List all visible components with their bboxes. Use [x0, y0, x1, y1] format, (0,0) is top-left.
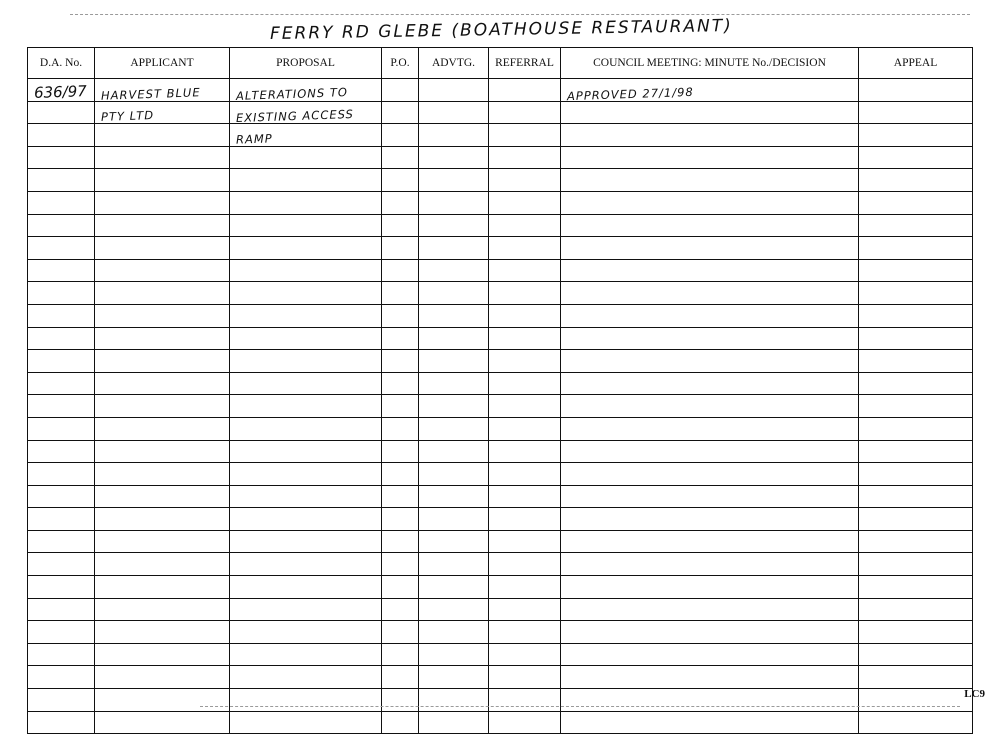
table-row	[28, 304, 973, 327]
cell-referral	[489, 282, 561, 305]
cell-po	[382, 350, 419, 373]
cell-da-no	[28, 304, 95, 327]
cell-referral	[489, 101, 561, 124]
table-row	[28, 666, 973, 689]
cell-advtg	[419, 530, 489, 553]
cell-referral	[489, 350, 561, 373]
cell-appeal	[859, 101, 973, 124]
cell-po	[382, 553, 419, 576]
cell-proposal	[230, 576, 382, 599]
header-referral: REFERRAL	[489, 48, 561, 79]
cell-advtg	[419, 598, 489, 621]
cell-referral	[489, 553, 561, 576]
cell-po	[382, 417, 419, 440]
cell-appeal	[859, 214, 973, 237]
cell-applicant	[95, 79, 230, 102]
register-body	[28, 79, 973, 734]
table-row	[28, 259, 973, 282]
cell-referral	[489, 689, 561, 712]
cell-da-no	[28, 643, 95, 666]
header-po: P.O.	[382, 48, 419, 79]
table-row	[28, 124, 973, 147]
cell-proposal	[230, 372, 382, 395]
cell-advtg	[419, 282, 489, 305]
cell-applicant	[95, 666, 230, 689]
cell-council	[561, 598, 859, 621]
cell-council	[561, 350, 859, 373]
cell-proposal	[230, 463, 382, 486]
cell-proposal	[230, 191, 382, 214]
cell-council	[561, 689, 859, 712]
cell-da-no	[28, 576, 95, 599]
cell-appeal	[859, 282, 973, 305]
cell-proposal	[230, 124, 382, 147]
cell-appeal	[859, 463, 973, 486]
cell-appeal	[859, 146, 973, 169]
cell-applicant	[95, 395, 230, 418]
cell-advtg	[419, 214, 489, 237]
cell-applicant	[95, 689, 230, 712]
cell-council	[561, 576, 859, 599]
cell-advtg	[419, 508, 489, 531]
cell-po	[382, 463, 419, 486]
cell-da-no	[28, 146, 95, 169]
cell-referral	[489, 463, 561, 486]
cell-applicant	[95, 124, 230, 147]
table-row	[28, 621, 973, 644]
cell-council	[561, 146, 859, 169]
cell-advtg	[419, 124, 489, 147]
table-row	[28, 530, 973, 553]
table-row	[28, 327, 973, 350]
cell-appeal	[859, 372, 973, 395]
handwritten-proposal: ALTERATIONS TO	[235, 84, 349, 103]
cell-applicant	[95, 598, 230, 621]
top-dashed-line	[70, 14, 970, 15]
header-council-meeting: COUNCIL MEETING: MINUTE No./DECISION	[561, 48, 859, 79]
table-row	[28, 553, 973, 576]
handwritten-council: APPROVED 27/1/98	[566, 84, 694, 103]
cell-da-no	[28, 508, 95, 531]
cell-da-no	[28, 689, 95, 712]
cell-applicant	[95, 621, 230, 644]
table-row	[28, 598, 973, 621]
cell-advtg	[419, 621, 489, 644]
cell-council	[561, 237, 859, 260]
cell-appeal	[859, 327, 973, 350]
cell-da-no	[28, 711, 95, 734]
cell-da-no	[28, 169, 95, 192]
cell-appeal	[859, 350, 973, 373]
cell-appeal	[859, 169, 973, 192]
cell-advtg	[419, 259, 489, 282]
table-row	[28, 711, 973, 734]
table-row	[28, 395, 973, 418]
cell-po	[382, 711, 419, 734]
cell-proposal	[230, 598, 382, 621]
cell-council	[561, 124, 859, 147]
cell-appeal	[859, 440, 973, 463]
cell-council	[561, 395, 859, 418]
handwritten-applicant: PTY LTD	[100, 108, 155, 125]
header-applicant: APPLICANT	[95, 48, 230, 79]
cell-da-no	[28, 101, 95, 124]
cell-council	[561, 214, 859, 237]
cell-advtg	[419, 79, 489, 102]
cell-advtg	[419, 372, 489, 395]
cell-proposal	[230, 553, 382, 576]
cell-po	[382, 666, 419, 689]
cell-referral	[489, 530, 561, 553]
handwritten-proposal: RAMP	[235, 131, 273, 147]
cell-appeal	[859, 576, 973, 599]
cell-proposal	[230, 485, 382, 508]
cell-referral	[489, 327, 561, 350]
cell-council	[561, 282, 859, 305]
header-da-no: D.A. No.	[28, 48, 95, 79]
cell-applicant	[95, 146, 230, 169]
cell-appeal	[859, 395, 973, 418]
cell-applicant	[95, 530, 230, 553]
cell-appeal	[859, 711, 973, 734]
cell-da-no	[28, 530, 95, 553]
table-row	[28, 282, 973, 305]
cell-referral	[489, 169, 561, 192]
cell-advtg	[419, 463, 489, 486]
cell-appeal	[859, 485, 973, 508]
cell-advtg	[419, 237, 489, 260]
table-row	[28, 440, 973, 463]
cell-referral	[489, 372, 561, 395]
cell-advtg	[419, 711, 489, 734]
cell-advtg	[419, 485, 489, 508]
cell-po	[382, 372, 419, 395]
table-row	[28, 169, 973, 192]
cell-po	[382, 395, 419, 418]
cell-applicant	[95, 463, 230, 486]
cell-referral	[489, 621, 561, 644]
cell-da-no	[28, 395, 95, 418]
cell-referral	[489, 304, 561, 327]
cell-council	[561, 666, 859, 689]
cell-applicant	[95, 553, 230, 576]
cell-proposal	[230, 643, 382, 666]
cell-da-no	[28, 621, 95, 644]
cell-council	[561, 643, 859, 666]
cell-da-no	[28, 463, 95, 486]
cell-proposal	[230, 101, 382, 124]
cell-da-no	[28, 598, 95, 621]
cell-advtg	[419, 553, 489, 576]
cell-da-no	[28, 327, 95, 350]
cell-referral	[489, 417, 561, 440]
cell-advtg	[419, 169, 489, 192]
cell-advtg	[419, 576, 489, 599]
cell-da-no	[28, 350, 95, 373]
cell-po	[382, 146, 419, 169]
table-row	[28, 146, 973, 169]
cell-referral	[489, 598, 561, 621]
cell-appeal	[859, 530, 973, 553]
cell-council	[561, 485, 859, 508]
table-row	[28, 689, 973, 712]
cell-applicant	[95, 101, 230, 124]
cell-appeal	[859, 621, 973, 644]
cell-da-no	[28, 214, 95, 237]
table-row	[28, 508, 973, 531]
cell-po	[382, 304, 419, 327]
cell-proposal	[230, 304, 382, 327]
cell-appeal	[859, 417, 973, 440]
cell-applicant	[95, 327, 230, 350]
cell-applicant	[95, 304, 230, 327]
cell-da-no	[28, 191, 95, 214]
cell-po	[382, 440, 419, 463]
cell-council	[561, 463, 859, 486]
cell-applicant	[95, 191, 230, 214]
cell-referral	[489, 440, 561, 463]
header-proposal: PROPOSAL	[230, 48, 382, 79]
cell-da-no	[28, 553, 95, 576]
cell-referral	[489, 146, 561, 169]
table-row	[28, 191, 973, 214]
table-row	[28, 576, 973, 599]
cell-advtg	[419, 327, 489, 350]
header-advtg: ADVTG.	[419, 48, 489, 79]
cell-da-no	[28, 372, 95, 395]
cell-proposal	[230, 689, 382, 712]
cell-referral	[489, 214, 561, 237]
cell-referral	[489, 191, 561, 214]
cell-po	[382, 191, 419, 214]
cell-applicant	[95, 417, 230, 440]
cell-proposal	[230, 440, 382, 463]
cell-po	[382, 485, 419, 508]
cell-po	[382, 282, 419, 305]
cell-council	[561, 327, 859, 350]
cell-proposal	[230, 214, 382, 237]
cell-referral	[489, 508, 561, 531]
cell-applicant	[95, 237, 230, 260]
cell-proposal	[230, 350, 382, 373]
header-appeal: APPEAL	[859, 48, 973, 79]
cell-advtg	[419, 146, 489, 169]
table-row	[28, 417, 973, 440]
cell-da-no	[28, 259, 95, 282]
cell-applicant	[95, 508, 230, 531]
cell-council	[561, 191, 859, 214]
cell-referral	[489, 124, 561, 147]
cell-po	[382, 689, 419, 712]
cell-advtg	[419, 304, 489, 327]
cell-po	[382, 530, 419, 553]
cell-da-no	[28, 282, 95, 305]
cell-po	[382, 101, 419, 124]
cell-council	[561, 417, 859, 440]
cell-referral	[489, 79, 561, 102]
cell-po	[382, 169, 419, 192]
cell-proposal	[230, 282, 382, 305]
cell-da-no	[28, 417, 95, 440]
handwritten-proposal: EXISTING ACCESS	[235, 107, 355, 126]
cell-applicant	[95, 169, 230, 192]
cell-council	[561, 440, 859, 463]
cell-applicant	[95, 282, 230, 305]
cell-po	[382, 214, 419, 237]
cell-council	[561, 530, 859, 553]
cell-appeal	[859, 304, 973, 327]
cell-advtg	[419, 350, 489, 373]
cell-advtg	[419, 417, 489, 440]
cell-referral	[489, 711, 561, 734]
cell-appeal	[859, 191, 973, 214]
cell-proposal	[230, 237, 382, 260]
cell-advtg	[419, 689, 489, 712]
cell-council	[561, 304, 859, 327]
cell-referral	[489, 643, 561, 666]
cell-advtg	[419, 395, 489, 418]
cell-appeal	[859, 598, 973, 621]
cell-council	[561, 259, 859, 282]
cell-applicant	[95, 214, 230, 237]
cell-proposal	[230, 395, 382, 418]
header-row	[28, 48, 973, 79]
cell-council	[561, 711, 859, 734]
cell-da-no	[28, 124, 95, 147]
cell-applicant	[95, 485, 230, 508]
cell-council	[561, 621, 859, 644]
cell-referral	[489, 485, 561, 508]
table-row	[28, 214, 973, 237]
cell-po	[382, 643, 419, 666]
cell-referral	[489, 237, 561, 260]
cell-advtg	[419, 643, 489, 666]
cell-proposal	[230, 417, 382, 440]
table-row	[28, 643, 973, 666]
page-title: FERRY RD GLEBE (BOATHOUSE RESTAURANT)	[269, 15, 733, 45]
cell-po	[382, 124, 419, 147]
cell-da-no	[28, 485, 95, 508]
cell-council	[561, 169, 859, 192]
cell-po	[382, 598, 419, 621]
cell-da-no	[28, 666, 95, 689]
cell-appeal	[859, 643, 973, 666]
page-code: LC9	[964, 688, 985, 700]
cell-proposal	[230, 666, 382, 689]
cell-applicant	[95, 259, 230, 282]
cell-applicant	[95, 350, 230, 373]
cell-applicant	[95, 576, 230, 599]
cell-proposal	[230, 530, 382, 553]
cell-da-no	[28, 440, 95, 463]
table-row	[28, 237, 973, 260]
cell-proposal	[230, 79, 382, 102]
cell-proposal	[230, 711, 382, 734]
register-table	[27, 47, 973, 734]
cell-appeal	[859, 124, 973, 147]
cell-advtg	[419, 101, 489, 124]
table-row	[28, 79, 973, 102]
cell-po	[382, 508, 419, 531]
cell-council	[561, 79, 859, 102]
handwritten-applicant: HARVEST BLUE	[100, 84, 201, 103]
cell-referral	[489, 576, 561, 599]
table-row	[28, 350, 973, 373]
cell-applicant	[95, 711, 230, 734]
cell-appeal	[859, 259, 973, 282]
cell-appeal	[859, 508, 973, 531]
cell-proposal	[230, 169, 382, 192]
cell-appeal	[859, 237, 973, 260]
table-row	[28, 463, 973, 486]
cell-appeal	[859, 666, 973, 689]
bottom-dashed-line	[200, 706, 960, 707]
cell-proposal	[230, 327, 382, 350]
cell-da-no	[28, 237, 95, 260]
cell-proposal	[230, 259, 382, 282]
cell-po	[382, 259, 419, 282]
cell-referral	[489, 395, 561, 418]
cell-applicant	[95, 372, 230, 395]
cell-po	[382, 327, 419, 350]
cell-council	[561, 508, 859, 531]
cell-po	[382, 79, 419, 102]
cell-proposal	[230, 146, 382, 169]
table-row	[28, 101, 973, 124]
cell-proposal	[230, 508, 382, 531]
cell-applicant	[95, 643, 230, 666]
cell-proposal	[230, 621, 382, 644]
cell-referral	[489, 666, 561, 689]
cell-appeal	[859, 553, 973, 576]
cell-council	[561, 372, 859, 395]
handwritten-da-no: 636/97	[33, 81, 88, 102]
cell-applicant	[95, 440, 230, 463]
cell-advtg	[419, 440, 489, 463]
table-row	[28, 372, 973, 395]
cell-po	[382, 621, 419, 644]
cell-appeal	[859, 79, 973, 102]
cell-council	[561, 101, 859, 124]
cell-po	[382, 237, 419, 260]
cell-council	[561, 553, 859, 576]
table-row	[28, 485, 973, 508]
cell-po	[382, 576, 419, 599]
cell-da-no	[28, 79, 95, 102]
cell-advtg	[419, 666, 489, 689]
cell-advtg	[419, 191, 489, 214]
cell-referral	[489, 259, 561, 282]
cell-appeal	[859, 689, 973, 712]
